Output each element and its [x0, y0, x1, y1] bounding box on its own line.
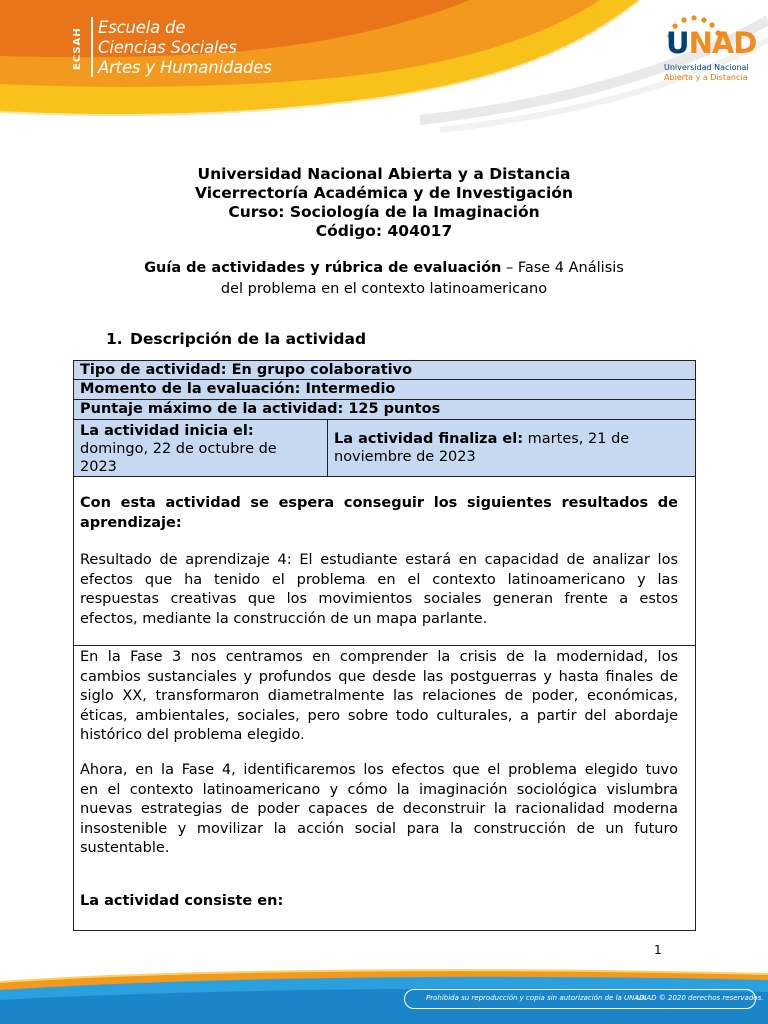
context-p1-line: siglo XX, transformaron diametralmente las relaciones de poder, económicas, [80, 688, 678, 704]
learning-result-line: efectos que ha tenido el problema en el contexto latinoamericano y las [80, 571, 678, 588]
context-paragraph-2 [80, 761, 678, 859]
title-code: Código: 404017 [315, 222, 453, 240]
page-number: 1 [654, 943, 662, 957]
learning-heading-line: aprendizaje: [80, 514, 182, 531]
section-heading [106, 330, 366, 348]
title-vicerrectoria: Vicerrectoría Académica y de Investigación [195, 184, 573, 202]
school-name-line-3: Artes y Humanidades [98, 58, 272, 77]
context-p1-line: éticas, ambientales, sociales, pero sobre todo culturales, a partir del abordaje [80, 707, 678, 724]
start-date-label: La actividad inicia el: [80, 423, 254, 439]
title-university: Universidad Nacional Abierta y a Distancia [197, 165, 571, 183]
evaluation-moment-row: Momento de la evaluación: Intermedio [73, 379, 696, 400]
max-score-row: Puntaje máximo de la actividad: 125 puntos [73, 399, 696, 420]
section-title: Descripción de la actividad [130, 330, 367, 348]
unad-logo-rest: NAD [688, 26, 757, 60]
end-date-cell [327, 419, 696, 477]
guide-title-line-2: del problema en el contexto latinoamericano [220, 281, 548, 297]
end-date-label: La actividad finaliza el: [334, 431, 524, 447]
learning-result-line: Resultado de aprendizaje 4: El estudiante estará en capacidad de analizar los [80, 552, 678, 568]
end-date-value-2: noviembre de 2023 [334, 449, 476, 465]
guide-title-line-1 [0, 258, 768, 278]
context-p2-line: insostenible y movilizar la acción social para la construcción de un futuro [80, 820, 678, 837]
activity-type-row: Tipo de actividad: En grupo colaborativo [73, 360, 696, 380]
guide-title-bold: Guía de actividades y rúbrica de evaluación [144, 260, 502, 276]
school-name-line-1: Escuela de [98, 18, 186, 37]
context-p2-line: Ahora, en la Fase 4, identificaremos los efectos que el problema elegido tuvo [80, 762, 678, 778]
start-date-value-1: domingo, 22 de octubre de [80, 441, 277, 457]
context-p2-line: nuevas estrategias de poder capaces de deconstruir la racionalidad moderna [80, 801, 678, 817]
title-course: Curso: Sociología de la Imaginación [228, 203, 540, 221]
activity-consists-heading: La actividad consiste en: [80, 893, 284, 909]
start-date-cell [73, 419, 328, 477]
context-p1-line: En la Fase 3 nos centramos en comprender la crisis de la modernidad, los [80, 649, 678, 665]
header-divider [91, 17, 93, 77]
guide-title-rest: – Fase 4 Análisis [501, 260, 624, 276]
context-p1-line: histórico del problema elegido. [80, 727, 305, 743]
learning-result [80, 551, 678, 629]
end-date-line-1 [334, 430, 689, 448]
learning-result-line: respuestas creativas que los movimientos sociales generan frente a estos [80, 591, 678, 607]
learning-result-line: efectos, mediante la construcción de un mapa parlante. [80, 610, 488, 627]
start-date-value-2: 2023 [80, 459, 117, 475]
context-p1-line: cambios sustanciales y profundos que desde las postguerras y hasta finales de [80, 668, 678, 685]
context-p2-line: sustentable. [80, 840, 170, 856]
learning-heading-line: Con esta actividad se espera conseguir los siguientes resultados de [80, 495, 678, 511]
context-p2-line: en el contexto latinoamericano y cómo la imaginación sociológica vislumbra [80, 781, 678, 798]
ecsah-abbrev: ECSAH [72, 27, 83, 71]
learning-heading [80, 494, 678, 533]
unad-subtitle-2: Abierta y a Distancia [664, 73, 748, 82]
end-date-value-1: martes, 21 de [523, 431, 630, 447]
footer-rights: UNAD © 2020 derechos reservados. [636, 994, 764, 1002]
footer-copyright-notice: Prohibida su reproducción y copia sin autorización de la UNAD. [426, 994, 647, 1002]
section-number: 1. [106, 330, 123, 348]
unad-logo [666, 26, 756, 60]
context-paragraph-1 [80, 648, 678, 746]
unad-subtitle-1: Universidad Nacional [664, 63, 749, 72]
school-name-line-2: Ciencias Sociales [98, 38, 237, 57]
unad-logo-u: U [666, 26, 689, 60]
